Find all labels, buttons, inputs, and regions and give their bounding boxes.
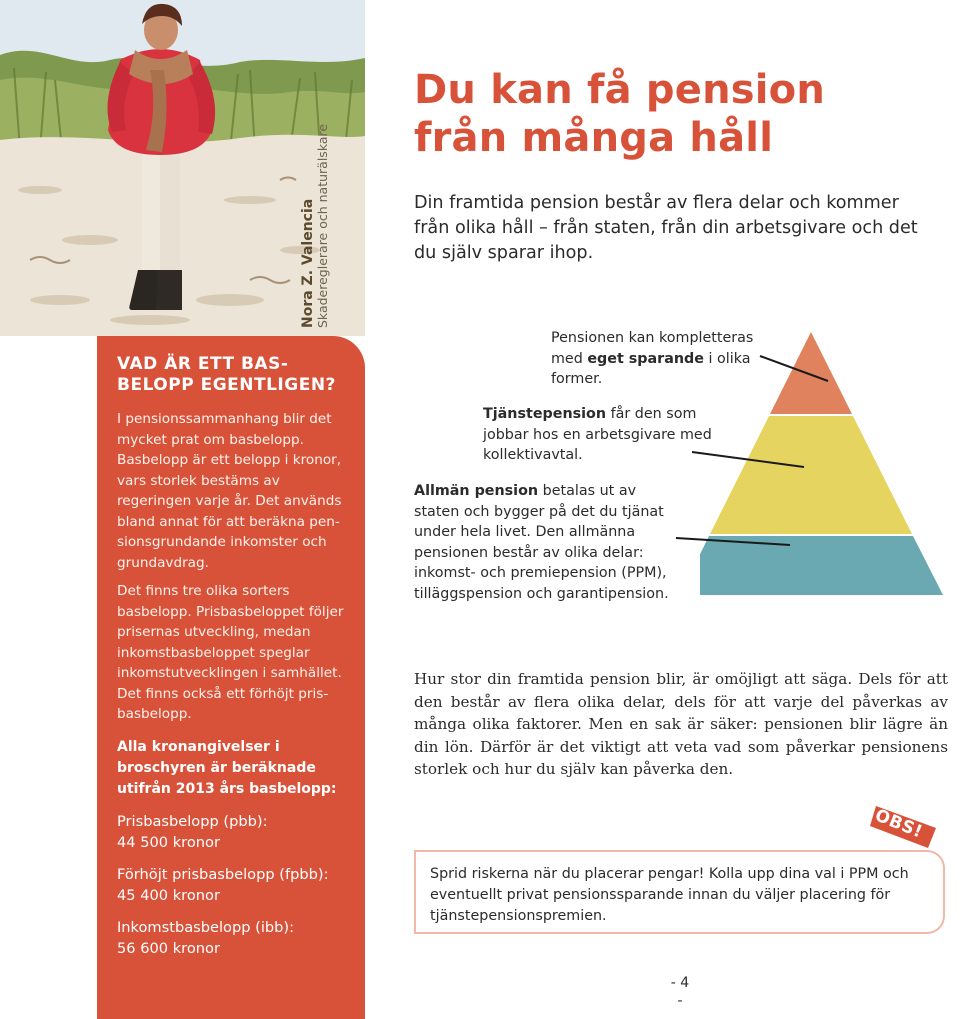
- label-eget-sparande: Pensionen kan kompletteras med eget sparande i olika former.: [551, 330, 754, 387]
- fact-label: Förhöjt prisbasbelopp (fpbb):: [117, 865, 329, 883]
- sidebar-paragraph-1: I pensionssammanhang blir det mycket prat om basbelopp. Basbelopp är ett belopp i kronor, vars storlek bestäms av regeringen varje år. Det används bland annat för att beräkna pensionsgrundande inkomster och grundavdrag.: [117, 411, 342, 571]
- fact-value: 45 400 kronor: [117, 886, 220, 904]
- sidebar-bold-note: Alla kronangivelser i broschyren är beräknade utifrån 2013 års basbelopp:: [117, 738, 337, 797]
- body-paragraph: Hur stor din framtida pension blir, är omöjligt att säga. Dels för att den består av flera olika delar, dels för att varje del påverkas av många olika faktorer. Men en sak är säker: pensionen blir lägre än din lön. Därför är det viktigt att veta vad som påverkar pensionens storlek och hur du själv kan påverka den.: [414, 670, 948, 778]
- label-tjanstepension: Tjänstepension får den som jobbar hos en arbetsgivare med kollektivavtal.: [483, 406, 712, 463]
- obs-tip-text: Sprid riskerna när du placerar pengar! Kolla upp dina val i PPM och eventuellt privat pensionssparande innan du väljer placering för tjänstepensionspremien.: [430, 866, 909, 924]
- fact-label: Prisbasbelopp (pbb):: [117, 812, 268, 830]
- page-number: - 4 -: [670, 975, 690, 1009]
- obs-badge: [870, 798, 942, 850]
- caption-role: Skadereglerare och naturälskare: [315, 123, 331, 328]
- obs-badge-text: OBS!: [872, 805, 926, 843]
- connector-bottom: [676, 538, 790, 545]
- title-line-2: från många håll: [414, 115, 774, 161]
- sidebar-title: VAD ÄR ETT BAS-BELOPP EGENTLIGEN?: [117, 354, 336, 395]
- caption-name: Nora Z. Valencia: [300, 198, 316, 328]
- fact-value: 44 500 kronor: [117, 833, 220, 851]
- fact-label: Inkomstbasbelopp (ibb):: [117, 918, 295, 936]
- fact-value: 56 600 kronor: [117, 939, 220, 957]
- obs-tip-box: [414, 850, 945, 934]
- sidebar-paragraph-2: Det finns tre olika sorters basbelopp. Prisbasbeloppet följer prisernas utveckling, medan inkomstbasbeloppet speglar inkomstutvecklingen i samhället. Det finns också ett förhöjt prisbasbelopp.: [117, 583, 344, 723]
- label-allman-pension: Allmän pension betalas ut av staten och bygger på det du tjänat under hela livet. Den allmänna pensionen består av olika delar: inkomst- och premiepension (PPM), tilläggspension och garantipension.: [414, 483, 669, 602]
- title-line-1: Du kan få pension: [414, 67, 826, 113]
- lead-paragraph: Din framtida pension består av flera delar och kommer från olika håll – från staten, från din arbetsgivare och det du själv sparar ihop.: [414, 193, 918, 263]
